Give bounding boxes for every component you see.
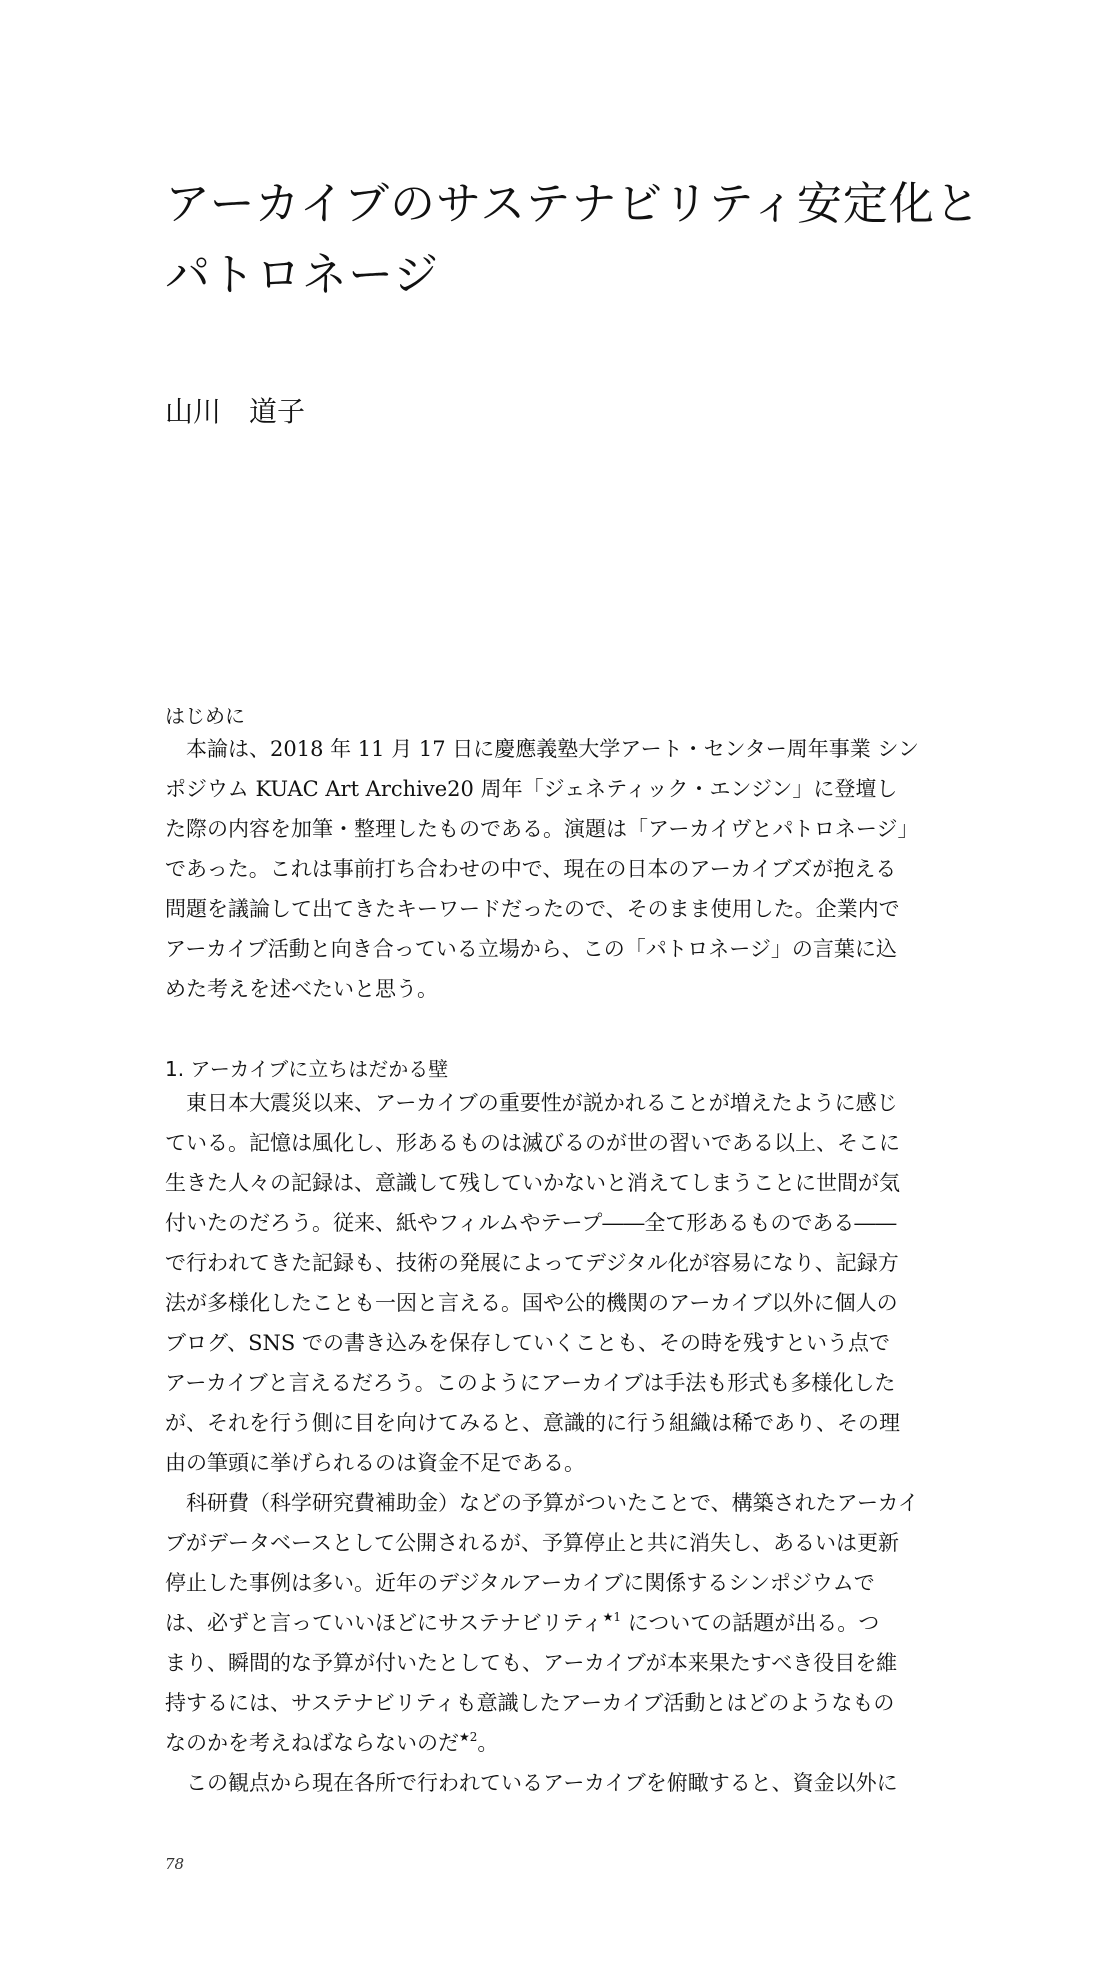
title-line-2: パトロネージ	[165, 248, 440, 301]
paragraph-line: ている。記憶は風化し、形あるものは滅びるのが世の習いである以上、そこに	[165, 1131, 900, 1155]
paragraph-line: めた考えを述べたいと思う。	[165, 977, 438, 1001]
section-1-heading: 1. アーカイブに立ちはだかる壁	[165, 1057, 449, 1081]
footnote-2-marker: ★2	[459, 1730, 478, 1744]
page-number: 78	[165, 1855, 185, 1873]
paragraph-line-with-footnote-2	[165, 1723, 955, 1763]
paragraph-line: 科研費（科学研究費補助金）などの予算がついたことで、構築されたアーカイ	[165, 1491, 919, 1515]
author-name: 山川 道子	[165, 395, 306, 428]
section-1-body	[165, 1083, 955, 1803]
paragraph-line: 付いたのだろう。従来、紙やフィルムやテープ――全て形あるものである――	[165, 1211, 897, 1235]
title-line-1: アーカイブのサステナビリティ安定化と	[165, 177, 981, 230]
paragraph-line: で行われてきた記録も、技術の発展によってデジタル化が容易になり、記録方	[165, 1251, 899, 1275]
line-text: 。	[477, 1731, 499, 1755]
article-title	[165, 168, 985, 310]
paragraph-line: この観点から現在各所で行われているアーカイブを俯瞰すると、資金以外に	[165, 1771, 898, 1795]
paragraph-line: 法が多様化したことも一因と言える。国や公的機関のアーカイブ以外に個人の	[165, 1291, 898, 1315]
paragraph-line: ブログ、SNS での書き込みを保存していくことも、その時を残すという点で	[165, 1331, 890, 1355]
intro-body	[165, 729, 955, 1009]
paragraph-line: まり、瞬間的な予算が付いたとしても、アーカイブが本来果たすべき役目を維	[165, 1651, 898, 1675]
footnote-1-marker: ★1	[602, 1610, 622, 1624]
paragraph-line: アーカイブ活動と向き合っている立場から、この「パトロネージ」の言葉に込	[165, 937, 897, 961]
line-text: なのかを考えねばならないのだ	[165, 1731, 459, 1755]
paragraph-line: 東日本大震災以来、アーカイブの重要性が説かれることが増えたように感じ	[165, 1091, 898, 1115]
paragraph-line: が、それを行う側に目を向けてみると、意識的に行う組織は稀であり、その理	[165, 1411, 900, 1435]
line-text: についての話題が出る。つ	[621, 1611, 880, 1635]
paragraph-line: 停止した事例は多い。近年のデジタルアーカイブに関係するシンポジウムで	[165, 1571, 875, 1595]
paragraph-line: 由の筆頭に挙げられるのは資金不足である。	[165, 1451, 585, 1475]
paragraph-line: 持するには、サステナビリティも意識したアーカイブ活動とはどのようなもの	[165, 1691, 895, 1715]
paragraph-line: アーカイブと言えるだろう。このようにアーカイブは手法も形式も多様化した	[165, 1371, 896, 1395]
paragraph-line: ブがデータベースとして公開されるが、予算停止と共に消失し、あるいは更新	[165, 1531, 899, 1555]
paragraph-line: た際の内容を加筆・整理したものである。演題は「アーカイヴとパトロネージ」	[165, 817, 919, 841]
line-text: は、必ずと言っていいほどにサステナビリティ	[165, 1611, 603, 1635]
paragraph-line: であった。これは事前打ち合わせの中で、現在の日本のアーカイブズが抱える	[165, 857, 897, 881]
paragraph-line: 問題を議論して出てきたキーワードだったので、そのまま使用した。企業内で	[165, 897, 900, 921]
paragraph-line: ポジウム KUAC Art Archive20 周年「ジェネティック・エンジン」に登壇し	[165, 777, 898, 801]
paragraph-line: 本論は、2018 年 11 月 17 日に慶應義塾大学アート・センター周年事業 シン	[165, 737, 919, 761]
paragraph-line-with-footnote-1	[165, 1603, 955, 1643]
paragraph-line: 生きた人々の記録は、意識して残していかないと消えてしまうことに世間が気	[165, 1171, 900, 1195]
intro-heading: はじめに	[165, 704, 245, 728]
